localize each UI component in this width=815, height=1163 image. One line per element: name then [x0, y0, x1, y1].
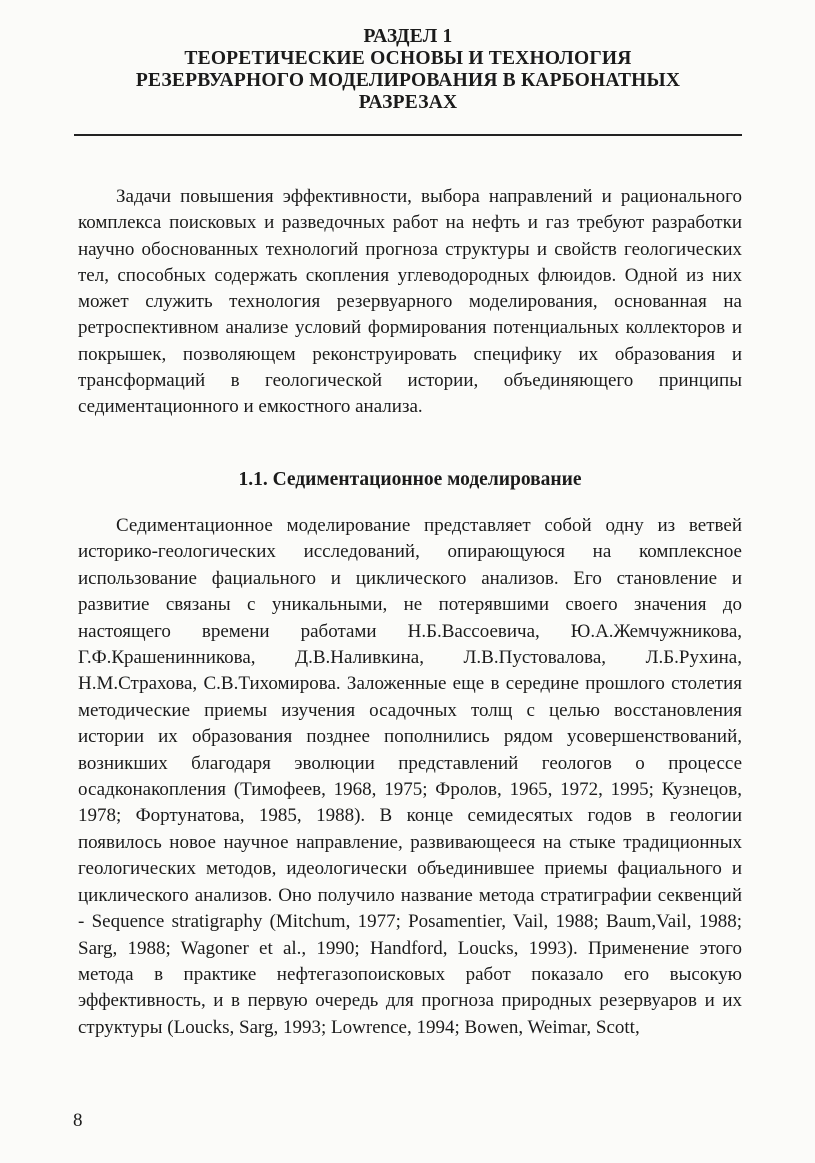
intro-text	[78, 184, 742, 421]
chapter-title-line-2: РЕЗЕРВУАРНОГО МОДЕЛИРОВАНИЯ В КАРБОНАТНЫХ	[135, 70, 681, 91]
heading-divider	[74, 134, 742, 136]
section-paragraph: Седиментационное моделирование представляет собой одну из ветвей историко-геологических исследований, опирающуюся на комплексное использование фациального и циклического анализов. Его становление и развитие связаны с уникальными, не потерявшими своего значения до настоящего времени работами Н.Б.Вассоевича, Ю.А.Жемчужникова, Г.Ф.Крашенинникова, Д.В.Наливкина, Л.В.Пустовалова, Л.Б.Рухина, Н.М.Страхова, С.В.Тихомирова. Заложенные еще в середине прошлого столетия методические приемы изучения осадочных толщ с целью восстановления истории их образования позднее пополнились рядом усовершенствований, возникших благодаря эволюции представлений геологов о процессе осадконакопления (Тимофеев, 1968, 1975; Фролов, 1965, 1972, 1995; Кузнецов, 1978; Фортунатова, 1985, 1988). В конце семидесятых годов в геологии появилось новое научное направление, развивающееся на стыке традиционных геологических методов, идеологически объединившее приемы фациального и циклического анализов. Оно получило название метода стратиграфии секвенций - Sequence stratigraphy (Mitchum, 1977; Posamentier, Vail, 1988; Baum,Vail, 1988; Sarg, 1988; Wagoner et al., 1990; Handford, Loucks, 1993). Применение этого метода в практике нефтегазопоисковых работ показало его высокую эффективность, и в первую очередь для прогноза природных резервуаров и их структуры (Loucks, Sarg, 1993; Lowrence, 1994; Bowen, Weimar, Scott,	[78, 515, 742, 1038]
chapter-number: РАЗДЕЛ 1	[363, 26, 453, 47]
chapter-heading	[74, 26, 742, 114]
section-body	[78, 513, 742, 1041]
chapter-title-line-3: РАЗРЕЗАХ	[358, 92, 458, 113]
chapter-title-line-1: ТЕОРЕТИЧЕСКИЕ ОСНОВЫ И ТЕХНОЛОГИЯ	[184, 48, 632, 69]
section-title: 1.1. Седиментационное моделирование	[238, 469, 582, 490]
page-number: 8	[73, 1110, 83, 1131]
intro-paragraph: Задачи повышения эффективности, выбора направлений и рационального комплекса поисковых и разведочных работ на нефть и газ требуют разработки научно обоснованных технологий прогноза структуры и свойств геологических тел, способных содержать скопления углеводородных флюидов. Одной из них может служить технология резервуарного моделирования, основанная на ретроспективном анализе условий формирования потенциальных коллекторов и покрышек, позволяющем реконструировать специфику их образования и трансформаций в геологической истории, объединяющего принципы седиментационного и емкостного анализа.	[78, 186, 742, 418]
